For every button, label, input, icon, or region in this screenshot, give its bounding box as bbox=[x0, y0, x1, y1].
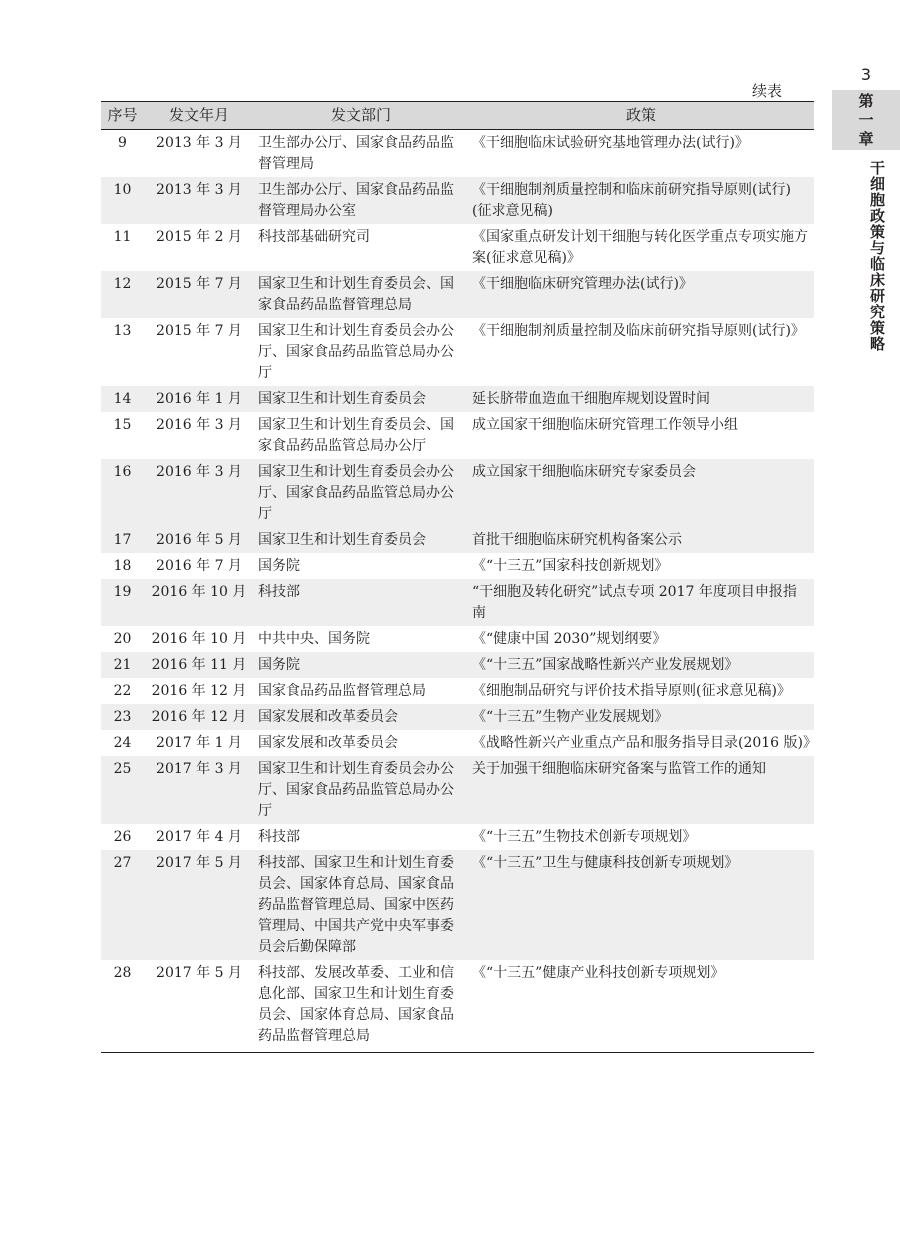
row-department: 国家卫生和计划生育委员会办公厅、国家食品药品监管总局办公厅 bbox=[258, 464, 454, 522]
row-policy: 《“健康中国 2030”规划纲要》 bbox=[472, 631, 667, 647]
row-department: 中共中央、国务院 bbox=[258, 631, 370, 647]
continued-label: 续表 bbox=[752, 82, 783, 100]
chapter-label-char: 章 bbox=[858, 129, 874, 148]
table-row bbox=[101, 824, 814, 850]
row-department: 国家发展和改革委员会 bbox=[258, 735, 398, 751]
row-number: 25 bbox=[113, 761, 132, 777]
header-no: 序号 bbox=[101, 102, 144, 130]
row-policy: 《“十三五”健康产业科技创新专项规划》 bbox=[468, 960, 814, 1053]
row-number: 23 bbox=[113, 709, 132, 725]
row-policy: 《干细胞临床试验研究基地管理办法(试行)》 bbox=[472, 135, 749, 151]
row-number: 21 bbox=[113, 657, 132, 673]
row-policy: 《“十三五”生物技术创新专项规划》 bbox=[472, 829, 697, 845]
row-department: 国务院 bbox=[258, 657, 300, 673]
page-number: 3 bbox=[860, 65, 872, 84]
row-number: 28 bbox=[101, 960, 144, 1053]
row-policy: 《“十三五”生物产业发展规划》 bbox=[472, 709, 669, 725]
row-number: 11 bbox=[113, 229, 132, 245]
row-number: 15 bbox=[113, 417, 132, 433]
row-policy: 《战略性新兴产业重点产品和服务指导目录(2016 版)》 bbox=[472, 735, 818, 751]
row-department: 国家卫生和计划生育委员会、国家食品药品监督管理总局 bbox=[258, 276, 454, 313]
table-row bbox=[101, 271, 814, 318]
table-row bbox=[101, 318, 814, 386]
row-date: 2013 年 3 月 bbox=[156, 135, 242, 151]
table-row bbox=[101, 678, 814, 704]
table-row bbox=[101, 177, 814, 224]
chapter-label bbox=[832, 90, 900, 150]
row-date: 2017 年 5 月 bbox=[156, 855, 242, 871]
row-policy: 《国家重点研发计划干细胞与转化医学重点专项实施方案(征求意见稿)》 bbox=[472, 229, 808, 266]
row-policy: 延长脐带血造血干细胞库规划设置时间 bbox=[472, 391, 710, 407]
row-date: 2013 年 3 月 bbox=[156, 182, 242, 198]
row-department: 国家卫生和计划生育委员会 bbox=[258, 391, 426, 407]
table-header-row bbox=[101, 102, 814, 130]
header-policy: 政策 bbox=[468, 102, 814, 130]
table-row bbox=[101, 553, 814, 579]
row-department: 科技部、发展改革委、工业和信息化部、国家卫生和计划生育委员会、国家体育总局、国家食品药品监督管理总局 bbox=[254, 960, 468, 1053]
table-row bbox=[101, 652, 814, 678]
row-number: 14 bbox=[113, 391, 132, 407]
table-row bbox=[101, 459, 814, 527]
row-date: 2016 年 11 月 bbox=[151, 657, 247, 673]
row-number: 17 bbox=[113, 532, 132, 548]
row-policy: 《细胞制品研究与评价技术指导原则(征求意见稿)》 bbox=[472, 683, 791, 699]
table-row bbox=[101, 130, 814, 178]
row-department: 国家发展和改革委员会 bbox=[258, 709, 398, 725]
row-policy: “干细胞及转化研究”试点专项 2017 年度项目申报指南 bbox=[472, 584, 797, 621]
row-policy: 《“十三五”国家科技创新规划》 bbox=[472, 558, 669, 574]
table-row bbox=[101, 224, 814, 271]
table-body bbox=[101, 130, 818, 1053]
chapter-side-tab bbox=[832, 60, 900, 150]
row-policy: 成立国家干细胞临床研究管理工作领导小组 bbox=[472, 417, 738, 433]
row-date: 2017 年 3 月 bbox=[156, 761, 242, 777]
row-number: 13 bbox=[113, 323, 132, 339]
row-date: 2017 年 1 月 bbox=[156, 735, 242, 751]
row-number: 22 bbox=[113, 683, 132, 699]
row-policy: 《干细胞临床研究管理办法(试行)》 bbox=[472, 276, 693, 292]
row-date: 2016 年 7 月 bbox=[156, 558, 242, 574]
table-row bbox=[101, 386, 814, 412]
table-row bbox=[101, 756, 814, 824]
row-number: 16 bbox=[113, 464, 132, 480]
row-department: 国家卫生和计划生育委员会、国家食品药品监管总局办公厅 bbox=[258, 417, 454, 454]
table-row bbox=[101, 412, 814, 459]
table-row bbox=[101, 626, 814, 652]
row-number: 26 bbox=[113, 829, 132, 845]
row-number: 20 bbox=[113, 631, 132, 647]
row-date: 2015 年 2 月 bbox=[156, 229, 242, 245]
row-date: 2016 年 12 月 bbox=[151, 683, 247, 699]
chapter-label-char: 第 bbox=[858, 91, 874, 110]
chapter-label-char: 一 bbox=[858, 110, 874, 129]
row-department: 科技部 bbox=[258, 584, 300, 600]
table-row bbox=[101, 704, 814, 730]
row-date: 2015 年 7 月 bbox=[156, 276, 242, 292]
row-policy: 《干细胞制剂质量控制和临床前研究指导原则(试行)(征求意见稿) bbox=[472, 182, 791, 219]
row-policy: 《“十三五”卫生与健康科技创新专项规划》 bbox=[472, 855, 739, 871]
row-department: 国务院 bbox=[258, 558, 300, 574]
row-policy: 关于加强干细胞临床研究备案与监管工作的通知 bbox=[472, 761, 766, 777]
row-date: 2016 年 1 月 bbox=[156, 391, 242, 407]
row-date: 2016 年 5 月 bbox=[156, 532, 242, 548]
row-number: 10 bbox=[113, 182, 132, 198]
row-date: 2015 年 7 月 bbox=[156, 323, 242, 339]
row-department: 卫生部办公厅、国家食品药品监督管理局 bbox=[258, 135, 454, 172]
row-number: 24 bbox=[113, 735, 132, 751]
row-department: 科技部、国家卫生和计划生育委员会、国家体育总局、国家食品药品监督管理总局、国家中医药管理局、中国共产党中央军事委员会后勤保障部 bbox=[258, 855, 454, 955]
row-number: 12 bbox=[113, 276, 132, 292]
header-date: 发文年月 bbox=[144, 102, 254, 130]
policy-table bbox=[101, 101, 818, 1053]
row-department: 卫生部办公厅、国家食品药品监督管理局办公室 bbox=[258, 182, 454, 219]
row-number: 9 bbox=[118, 135, 127, 151]
row-date: 2016 年 3 月 bbox=[156, 464, 242, 480]
row-policy: 《“十三五”国家战略性新兴产业发展规划》 bbox=[472, 657, 739, 673]
table-row bbox=[101, 730, 814, 756]
row-policy: 首批干细胞临床研究机构备案公示 bbox=[472, 532, 682, 548]
row-number: 27 bbox=[113, 855, 132, 871]
row-number: 19 bbox=[113, 584, 132, 600]
chapter-title: 干细胞政策与临床研究策略 bbox=[868, 160, 886, 352]
row-date: 2016 年 10 月 bbox=[151, 631, 247, 647]
table-row bbox=[101, 850, 814, 960]
header-department: 发文部门 bbox=[254, 102, 468, 130]
row-department: 科技部 bbox=[258, 829, 300, 845]
row-department: 科技部基础研究司 bbox=[258, 229, 370, 245]
row-department: 国家卫生和计划生育委员会办公厅、国家食品药品监管总局办公厅 bbox=[258, 323, 454, 381]
row-date: 2016 年 12 月 bbox=[151, 709, 247, 725]
row-date: 2017 年 5 月 bbox=[144, 960, 254, 1053]
row-date: 2017 年 4 月 bbox=[156, 829, 242, 845]
row-department: 国家食品药品监督管理总局 bbox=[258, 683, 426, 699]
table-row bbox=[101, 527, 814, 553]
row-policy: 成立国家干细胞临床研究专家委员会 bbox=[472, 464, 696, 480]
row-policy: 《干细胞制剂质量控制及临床前研究指导原则(试行)》 bbox=[472, 323, 805, 339]
row-date: 2016 年 10 月 bbox=[151, 584, 247, 600]
table-row bbox=[101, 579, 814, 626]
row-department: 国家卫生和计划生育委员会办公厅、国家食品药品监管总局办公厅 bbox=[258, 761, 454, 819]
table-row bbox=[101, 960, 814, 1053]
row-number: 18 bbox=[113, 558, 132, 574]
row-date: 2016 年 3 月 bbox=[156, 417, 242, 433]
row-department: 国家卫生和计划生育委员会 bbox=[258, 532, 426, 548]
